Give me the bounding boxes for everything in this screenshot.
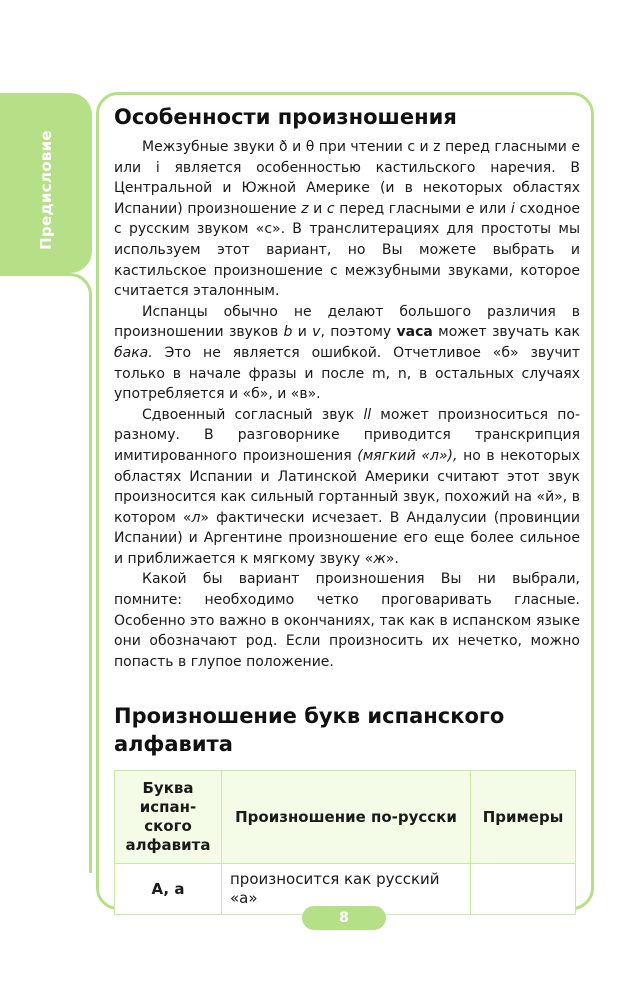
cell-pronunciation: произносится как русский «а» <box>222 864 471 915</box>
side-tab-label: Предисловие <box>37 130 55 250</box>
header-pronunciation: Произношение по-русски <box>222 771 471 864</box>
paragraph-4: Какой бы вариант произношения Вы ни выбрали, помните: необходимо четко проговаривать гласные. Особенно это важно в окончаниях, так как в испанском языке они обозначают род. Если произносить их нечетко, можно попасть в глупое положение. <box>114 571 580 670</box>
page-number: 8 <box>302 906 386 930</box>
table-header-row <box>115 771 576 864</box>
paragraph-1: Межзубные звуки ð и θ при чтении c и z перед гласными e или i является особенностью кастильского наречия. В Центральной и Южной Америке (и в некоторых областях Испании) произношение z и c перед гласными e или i сходное с русским звуком «с». В транслитерациях для простоты мы используем этот вариант, но Вы можете выбрать и кастильское произношение с межзубными звуками, которое считается эталонным. <box>114 139 581 300</box>
page-content <box>114 103 580 915</box>
section-title-alphabet: Произношение букв испанского алфавита <box>114 704 505 757</box>
paragraph-3: Сдвоенный согласный звук ll может произноситься по-разному. В разговорнике приводится транскрипция имитированного произношения (мягкий «л»), но в некоторых областях Испании и Латинской Америки считают этот звук произносится как сильный гортанный звук, похожий на «й», в котором «л» фактически исчезает. В Андалусии (провинции Испании) и Аргентине произношение его еще более сильное и приближается к мягкому звуку «ж». <box>114 406 580 567</box>
paragraph-2: Испанцы обычно не делают большого различия в произношении звуков b и v, поэтому vaca может звучать как бака. Это не является ошибкой. Отчетливое «б» звучит только в начале фразы и после m, n, в остальных случаях употребляется и «б», и «в». <box>114 303 581 403</box>
cell-examples <box>471 864 576 915</box>
header-letter: Буква испанского алфавита <box>115 771 222 864</box>
header-examples: Примеры <box>471 771 576 864</box>
section-title-pronunciation: Особенности произношения <box>114 105 457 129</box>
side-strip <box>0 273 92 873</box>
alphabet-table <box>114 770 576 915</box>
cell-letter: A, a <box>115 864 222 915</box>
